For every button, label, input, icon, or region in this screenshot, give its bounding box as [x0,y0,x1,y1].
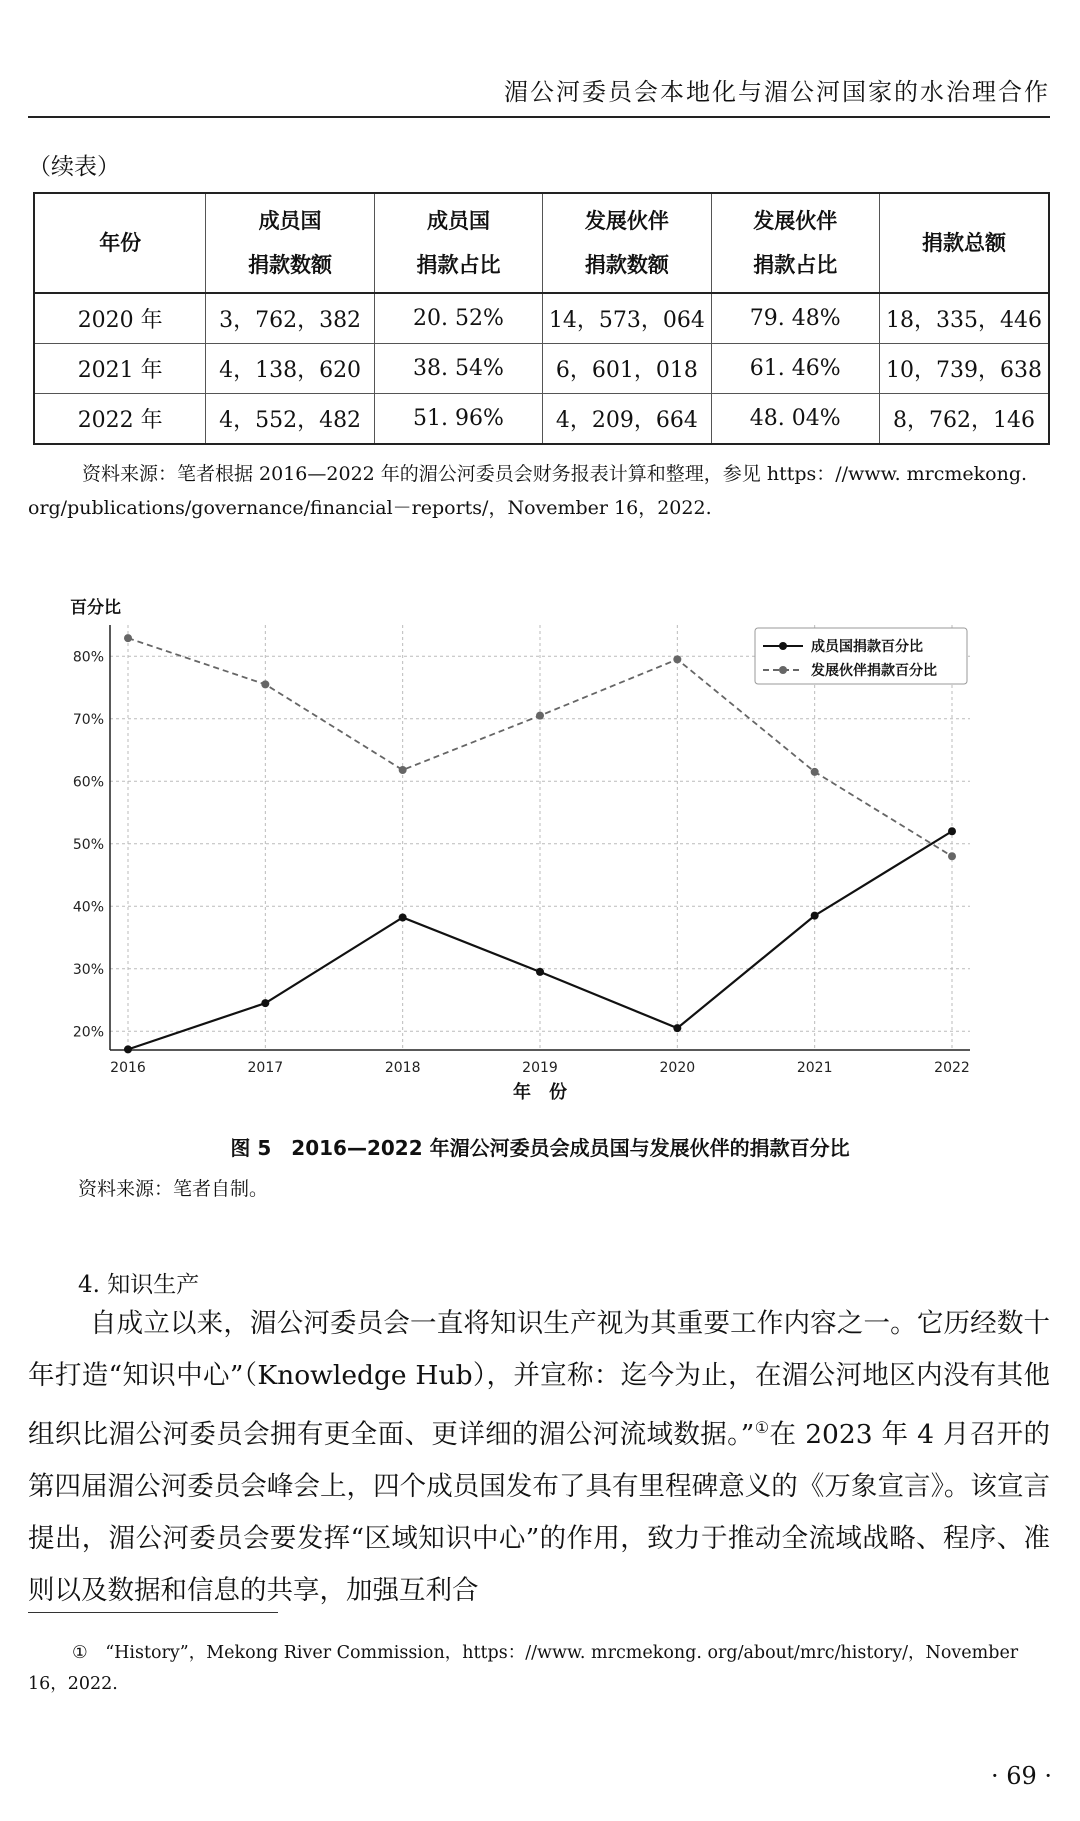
y-tick-label: 50% [72,836,104,853]
y-tick-label: 70% [72,711,104,728]
table-row [34,344,1049,394]
table-cell: 4，138，620 [206,344,374,394]
table-cell: 3，762，382 [206,293,374,344]
header-partner-share: 发展伙伴 捐款占比 [711,193,879,293]
page-number: · 69 · [990,1762,1052,1790]
table-continued-label: （续表） [28,154,120,180]
data-point [536,968,544,976]
header-member-amount: 成员国 捐款数额 [206,193,374,293]
data-point [948,852,956,860]
x-tick-label: 2020 [659,1060,696,1076]
data-point [536,712,544,720]
data-point [261,999,269,1007]
legend-label: 成员国捐款百分比 [811,639,923,655]
table-cell: 48. 04% [711,394,879,445]
x-tick-label: 2017 [247,1060,284,1076]
legend-marker [779,666,787,674]
table-cell: 2020 年 [34,293,206,344]
x-axis-label: 年 份 [513,1082,567,1103]
figure-caption: 图 5 2016—2022 年湄公河委员会成员国与发展伙伴的捐款百分比 [230,1136,850,1160]
data-point [948,827,956,835]
x-tick-label: 2019 [522,1060,558,1076]
header-total: 捐款总额 [879,193,1049,293]
table-cell: 38. 54% [374,344,542,394]
legend-label: 发展伙伴捐款百分比 [811,663,937,679]
donation-table [33,192,1050,445]
data-point [399,766,407,774]
footnote-divider [28,1612,278,1613]
data-point [399,914,407,922]
table-cell: 8，762，146 [879,394,1049,445]
data-point [124,634,132,642]
table-cell: 14，573，064 [543,293,711,344]
data-point [124,1045,132,1053]
running-title: 湄公河委员会本地化与湄公河国家的水治理合作 [504,78,1050,106]
header-year: 年份 [34,193,206,293]
line-chart [70,585,1010,1105]
table-cell: 20. 52% [374,293,542,344]
table-cell: 6，601，018 [543,344,711,394]
x-tick-label: 2022 [934,1060,970,1076]
table-source-note: 资料来源：笔者根据 2016—2022 年的湄公河委员会财务报表计算和整理，参见 https：//www. mrcmekong. org/publications/governance/financial－reports/，November 16，2022. [28,463,1028,519]
data-point [673,655,681,663]
y-tick-label: 20% [72,1024,104,1041]
figure-source-note: 资料来源：笔者自制。 [78,1178,269,1200]
y-tick-label: 40% [72,899,104,916]
table-cell: 79. 48% [711,293,879,344]
x-tick-label: 2016 [110,1060,146,1076]
section-heading: 4. 知识生产 [78,1272,200,1298]
body-paragraph: 自成立以来，湄公河委员会一直将知识生产视为其重要工作内容之一。它历经数十年打造“知识中心”（Knowledge Hub），并宣称：迄今为止，在湄公河地区内没有其他组织比湄公河委员会拥有更全面、更详细的湄公河流域数据。”①在 2023 年 4 月召开的第四届湄公河委员会峰会上，四个成员国发布了具有里程碑意义的《万象宣言》。该宣言提出，湄公河委员会要发挥“区域知识中心”的作用，致力于推动全流域战略、程序、准则以及数据和信息的共享，加强互利合 [28,1308,1050,1606]
y-tick-label: 60% [72,774,104,791]
table-cell: 4，209，664 [543,394,711,445]
data-point [261,680,269,688]
header-partner-amount: 发展伙伴 捐款数额 [543,193,711,293]
table-row [34,293,1049,344]
table-header-row [34,193,1049,293]
data-point [811,768,819,776]
footnote-marker: ① [754,1418,770,1437]
table-cell: 2022 年 [34,394,206,445]
data-point [673,1024,681,1032]
running-header [28,66,1050,118]
footnote: ① “History”，Mekong River Commission，https：//www. mrcmekong. org/about/mrc/history/，November 16，2022. [28,1643,1019,1694]
y-tick-label: 30% [72,961,104,978]
x-tick-label: 2021 [796,1060,833,1076]
table-cell: 51. 96% [374,394,542,445]
table-cell: 18，335，446 [879,293,1049,344]
table-cell: 10，739，638 [879,344,1049,394]
header-member-share: 成员国 捐款占比 [374,193,542,293]
chart-svg [70,585,1010,1105]
legend-marker [779,642,787,650]
x-tick-label: 2018 [384,1060,421,1076]
table-row [34,394,1049,445]
table-cell: 2021 年 [34,344,206,394]
y-tick-label: 80% [72,649,104,666]
table-cell: 4，552，482 [206,394,374,445]
y-axis-label: 百分比 [70,598,121,618]
data-point [811,912,819,920]
table-cell: 61. 46% [711,344,879,394]
